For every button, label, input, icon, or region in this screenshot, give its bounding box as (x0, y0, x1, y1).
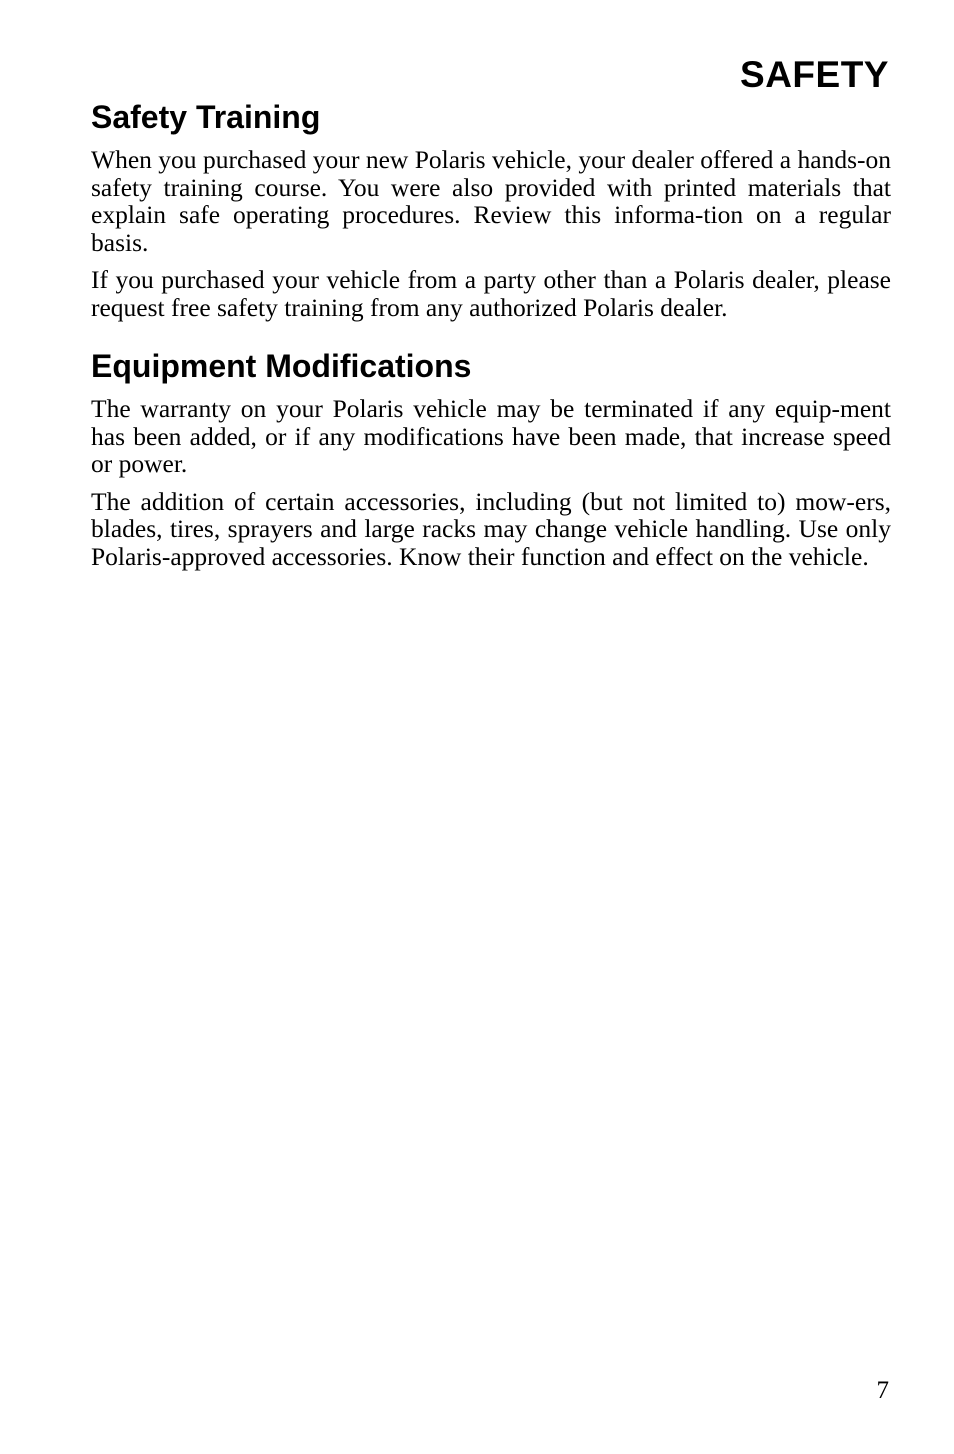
paragraph-dealer-training: When you purchased your new Polaris vehicle, your dealer offered a hands-on safety training course. You were also provided with printed materials that explain safe operating procedures. Review this informa-tion on a regular basis. (91, 145, 891, 257)
chapter-title: SAFETY (740, 54, 889, 95)
section-heading-equipment-modifications: Equipment Modifications (91, 348, 472, 384)
section-heading-safety-training: Safety Training (91, 99, 321, 135)
paragraph-warranty: The warranty on your Polaris vehicle may be terminated if any equip-ment has been added, or if any modifications have been made, that increase speed or power. (91, 394, 891, 478)
page-number: 7 (876, 1377, 889, 1404)
section-safety-training (91, 96, 891, 321)
section-equipment-modifications (91, 345, 891, 570)
page-content (91, 96, 891, 570)
paragraph-accessories: The addition of certain accessories, including (but not limited to) mow-ers, blades, tires, sprayers and large racks may change vehicle handling. Use only Polaris-approved accessories. Know their function and effect on the vehicle. (91, 486, 891, 571)
paragraph-free-training: If you purchased your vehicle from a party other than a Polaris dealer, please request free safety training from any authorized Polaris dealer. (91, 265, 891, 322)
